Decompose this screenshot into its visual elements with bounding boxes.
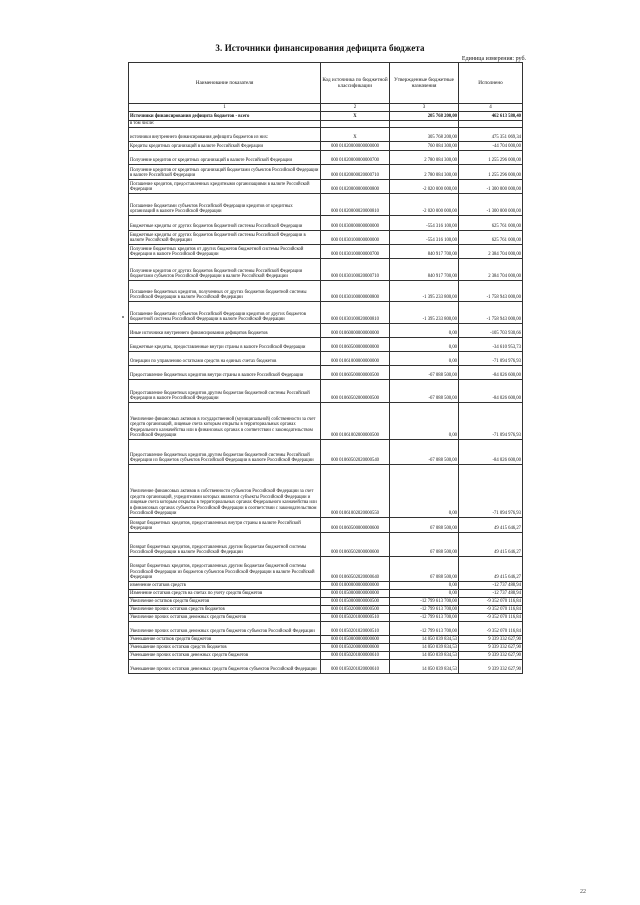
row-code: 000 01061000000000000 (321, 352, 390, 366)
row-name: Увеличение прочих остатков денежных средств бюджетов субъектов Российской Федерации (129, 622, 321, 636)
table-row (129, 302, 523, 324)
row-approved: 14 050 039 834,53 (390, 660, 459, 674)
row-name: Получение кредитов от других бюджетов бюджетной системы Российской Федерации бюджетами субъектов Российской Федерации в валюте Российской Федерации (129, 259, 321, 281)
row-name: Предоставление бюджетных кредитов внутри страны в валюте Российской Федерации (129, 366, 321, 380)
table-row (129, 590, 523, 598)
row-approved: 0,00 (390, 352, 459, 366)
row-executed: 625 761 000,00 (459, 231, 523, 245)
row-name: Возврат бюджетных кредитов, предоставленных другим бюджетам бюджетной системы Российской Федерации из бюджетов субъектов Российской Федерации в валюте Российской Федерации (129, 557, 321, 582)
table-row (129, 338, 523, 352)
row-name: Изменение остатков средств на счетах по учету средств бюджетов (129, 590, 321, 598)
units-label: Единица измерения: руб. (461, 56, 526, 62)
row-code: 000 01030100000000700 (321, 245, 390, 259)
row-name: Погашение бюджетами субъектов Российской Федерации кредитов от других бюджетов бюджетной системы Российской Федерации в валюте Российской Федерации (129, 302, 321, 324)
row-executed: 625 761 000,00 (459, 216, 523, 231)
table-header-row (129, 63, 523, 104)
row-approved: 67 088 500,00 (390, 518, 459, 533)
row-name: Получение кредитов от кредитных организаций бюджетами субъектов Российской Федерации в валюте Российской Федерации (129, 165, 321, 180)
row-code: 000 01050200000000600 (321, 644, 390, 652)
row-executed: 49 415 646,27 (459, 533, 523, 557)
row-approved: -554 316 100,00 (390, 231, 459, 245)
table-row (129, 194, 523, 216)
row-name: Увеличение прочих остатков денежных средств бюджетов (129, 614, 321, 622)
table-row (129, 636, 523, 644)
row-name: Уменьшение остатков средств бюджетов (129, 636, 321, 644)
table-row (129, 142, 523, 151)
row-code: 000 01060502020000640 (321, 557, 390, 582)
row-name: Увеличение финансовых активов в государственной (муниципальной) собственности за счет средств организаций, лицевые счета которым открыты в территориальных органах Федерального казначейства или в финансовых органах в соответствии с законодательством Российской Федерации (129, 403, 321, 440)
row-name: Бюджетные кредиты от других бюджетов бюджетной системы Российской Федерации (129, 216, 321, 231)
row-executed: -12 737 488,94 (459, 590, 523, 598)
row-executed: 49 415 646,27 (459, 557, 523, 582)
row-code: 000 01060502000000600 (321, 533, 390, 557)
column-number: 1 (129, 104, 321, 112)
row-name: Кредиты кредитных организаций в валюте Российской Федерации (129, 142, 321, 151)
row-code: 000 01030100020000810 (321, 302, 390, 324)
row-approved: -554 316 100,00 (390, 216, 459, 231)
row-name: Увеличение прочих остатков средств бюджетов (129, 606, 321, 614)
row-code (321, 121, 390, 128)
row-executed: -71 094 976,93 (459, 465, 523, 518)
row-code: 000 01000000000000000 (321, 582, 390, 590)
row-approved: -12 799 613 700,00 (390, 606, 459, 614)
row-name: Увеличение остатков средств бюджетов (129, 598, 321, 606)
row-name: Уменьшение прочих остатков денежных средств бюджетов субъектов Российской Федерации (129, 660, 321, 674)
row-code: 000 01060500000000000 (321, 338, 390, 352)
row-approved: 840 917 700,00 (390, 245, 459, 259)
table-row (129, 606, 523, 614)
row-approved: 14 050 039 834,53 (390, 652, 459, 660)
row-executed: 475 351 069,34 (459, 128, 523, 142)
row-approved: 0,00 (390, 324, 459, 338)
row-executed: -71 094 976,93 (459, 352, 523, 366)
column-number: 3 (390, 104, 459, 112)
row-executed: -12 737 488,94 (459, 582, 523, 590)
row-executed: 9 339 332 627,90 (459, 636, 523, 644)
table-row (129, 259, 523, 281)
row-executed: -9 352 070 116,84 (459, 598, 523, 606)
table-row (129, 366, 523, 380)
row-name: изменение остатков средств (129, 582, 321, 590)
row-code: 000 01020000020000810 (321, 194, 390, 216)
row-code: 000 01030000000000000 (321, 216, 390, 231)
table-row (129, 180, 523, 194)
table-row (129, 465, 523, 518)
row-code: 000 01061002000000500 (321, 403, 390, 440)
row-executed: 49 415 646,27 (459, 518, 523, 533)
row-approved: 0,00 (390, 403, 459, 440)
row-name: Увеличение финансовых активов в собственности субъектов Российской Федерации за счет средств организаций, учредителями которых являются субъекты Российской Федерации и лицевые счета которым открыты в территориальных органах Федерального казначейства или в финансовых органах субъектов Российской Федерации в соответствии с законодательством Российской Федерации (129, 465, 321, 518)
row-executed: 2 384 704 000,00 (459, 245, 523, 259)
row-executed: 1 255 296 000,00 (459, 151, 523, 165)
row-approved: 0,00 (390, 590, 459, 598)
table-row (129, 245, 523, 259)
table-row (129, 598, 523, 606)
row-code: 000 01030100000000000 (321, 231, 390, 245)
row-approved (390, 121, 459, 128)
row-executed: -71 094 976,93 (459, 403, 523, 440)
row-code: 000 01030100020000710 (321, 259, 390, 281)
scan-mark (122, 316, 124, 318)
table-row (129, 582, 523, 590)
document-title: 3. Источники финансирования дефицита бюджета (215, 43, 425, 53)
table-row (129, 352, 523, 366)
row-code: 000 01060500000000600 (321, 518, 390, 533)
table-row (129, 165, 523, 180)
row-code: 000 01060000000000000 (321, 324, 390, 338)
row-approved: 760 084 300,00 (390, 142, 459, 151)
row-name: Уменьшение прочих остатков средств бюджетов (129, 644, 321, 652)
row-code: 000 01050200000000500 (321, 606, 390, 614)
row-approved: 0,00 (390, 582, 459, 590)
row-executed: -84 026 600,00 (459, 380, 523, 403)
row-executed: -9 352 070 116,84 (459, 614, 523, 622)
table-row (129, 660, 523, 674)
row-executed: -34 610 953,73 (459, 338, 523, 352)
row-approved: -2 020 000 000,00 (390, 180, 459, 194)
table-row (129, 557, 523, 582)
row-approved: -1 395 233 800,00 (390, 302, 459, 324)
row-executed: -9 352 070 116,84 (459, 606, 523, 614)
table-row (129, 614, 523, 622)
row-approved: 0,00 (390, 465, 459, 518)
row-code: 000 01030100000000800 (321, 281, 390, 302)
row-approved: -67 088 500,00 (390, 366, 459, 380)
row-code: X (321, 112, 390, 121)
row-approved: -12 799 613 700,00 (390, 598, 459, 606)
header-code: Код источника по бюджетной классификации (321, 63, 390, 104)
row-code: X (321, 128, 390, 142)
table-row (129, 128, 523, 142)
row-approved: -1 395 233 800,00 (390, 281, 459, 302)
row-name: Бюджетные кредиты, предоставленные внутри страны в валюте Российской Федерации (129, 338, 321, 352)
row-approved: -12 799 613 700,00 (390, 614, 459, 622)
row-approved: -2 020 000 000,00 (390, 194, 459, 216)
row-approved: -67 088 500,00 (390, 440, 459, 465)
row-name: Предоставление бюджетных кредитов другим бюджетам бюджетной системы Российской Федерации из бюджетов субъектов Российской Федерации в валюте Российской Федерации (129, 440, 321, 465)
row-code: 000 01020000020000710 (321, 165, 390, 180)
header-executed: Исполнено (459, 63, 523, 104)
row-name: Источники финансирования дефицита бюджетов - всего (129, 112, 321, 121)
row-code: 000 01060500000000500 (321, 366, 390, 380)
row-executed: -1 300 000 000,00 (459, 194, 523, 216)
column-number: 2 (321, 104, 390, 112)
row-code: 000 01050000000000000 (321, 590, 390, 598)
row-name: Возврат бюджетных кредитов, предоставленных внутри страны в валюте Российской Федерации (129, 518, 321, 533)
row-approved: 2 780 084 300,00 (390, 151, 459, 165)
row-code: 000 01050000000000600 (321, 636, 390, 644)
row-executed: 9 339 332 627,90 (459, 660, 523, 674)
column-number: 4 (459, 104, 523, 112)
row-executed: -9 352 070 116,84 (459, 622, 523, 636)
row-executed: -84 026 600,00 (459, 366, 523, 380)
row-executed: -1 758 943 000,00 (459, 302, 523, 324)
row-executed: -1 758 943 000,00 (459, 281, 523, 302)
row-name: источники внутреннего финансирования дефицита бюджетов из них: (129, 128, 321, 142)
row-code: 000 01050000000000500 (321, 598, 390, 606)
row-executed: 9 339 332 627,90 (459, 652, 523, 660)
row-executed: -44 704 000,00 (459, 142, 523, 151)
table-row (129, 440, 523, 465)
table-row (129, 403, 523, 440)
row-approved: 205 768 200,00 (390, 112, 459, 121)
row-approved: 14 050 039 834,53 (390, 644, 459, 652)
column-number-row (129, 104, 523, 112)
table-row (129, 231, 523, 245)
row-approved: 67 088 500,00 (390, 557, 459, 582)
row-name: Погашение бюджетами субъектов Российской Федерации кредитов от кредитных организаций в валюте Российской Федерации (129, 194, 321, 216)
row-approved: 2 780 084 300,00 (390, 165, 459, 180)
row-code: 000 01020000000000000 (321, 142, 390, 151)
table-row (129, 121, 523, 128)
table-row (129, 622, 523, 636)
row-approved: 67 088 500,00 (390, 533, 459, 557)
row-executed: -84 026 600,00 (459, 440, 523, 465)
row-name: Уменьшение прочих остатков денежных средств бюджетов (129, 652, 321, 660)
row-approved: 305 768 200,00 (390, 128, 459, 142)
row-approved: -67 088 500,00 (390, 380, 459, 403)
table-body (129, 112, 523, 674)
row-approved: 0,00 (390, 338, 459, 352)
table-row (129, 518, 523, 533)
row-code: 000 01050201020000610 (321, 660, 390, 674)
table-row (129, 380, 523, 403)
row-code: 000 01020000000000800 (321, 180, 390, 194)
row-executed: 462 613 580,40 (459, 112, 523, 121)
row-executed: 1 255 296 000,00 (459, 165, 523, 180)
row-name: Получение кредитов от кредитных организаций в валюте Российской Федерации (129, 151, 321, 165)
table-row (129, 533, 523, 557)
row-name: Погашение бюджетных кредитов, полученных от других бюджетов бюджетной системы Российской Федерации в валюте Российской Федерации (129, 281, 321, 302)
table-row (129, 112, 523, 121)
row-name: Предоставление бюджетных кредитов другим бюджетам бюджетной системы Российской Федерации в валюте Российской Федерации (129, 380, 321, 403)
table-row (129, 644, 523, 652)
row-name: Получение бюджетных кредитов от других бюджетов бюджетной системы Российской Федерации в валюте Российской Федерации (129, 245, 321, 259)
page-number: 22 (580, 889, 586, 895)
row-code: 000 01060502020000540 (321, 440, 390, 465)
financing-sources-table (128, 62, 523, 674)
header-name: Наименование показателя (129, 63, 321, 104)
table-row (129, 151, 523, 165)
row-name: Бюджетные кредиты от других бюджетов бюджетной системы Российской Федерации в валюте Российской Федерации (129, 231, 321, 245)
table-row (129, 281, 523, 302)
row-name: в том числе: (129, 121, 321, 128)
row-approved: -12 799 613 700,00 (390, 622, 459, 636)
row-code: 000 01050201000000510 (321, 614, 390, 622)
row-code: 000 01020000000000700 (321, 151, 390, 165)
row-code: 000 01060502000000500 (321, 380, 390, 403)
row-approved: 14 050 039 834,53 (390, 636, 459, 644)
row-name: Иные источники внутреннего финансирования дефицитов бюджетов (129, 324, 321, 338)
table-row (129, 324, 523, 338)
row-code: 000 01050201020000510 (321, 622, 390, 636)
row-executed: 2 384 704 000,00 (459, 259, 523, 281)
row-name: Погашение кредитов, предоставленных кредитными организациями в валюте Российской Федерации (129, 180, 321, 194)
row-code: 000 01050201000000610 (321, 652, 390, 660)
table-row (129, 652, 523, 660)
row-name: Возврат бюджетных кредитов, предоставленных другим бюджетам бюджетной системы Российской Федерации в валюте Российской Федерации (129, 533, 321, 557)
row-code: 000 01061002020000550 (321, 465, 390, 518)
row-approved: 840 917 700,00 (390, 259, 459, 281)
row-executed: 9 339 332 627,90 (459, 644, 523, 652)
row-name: Операции по управлению остатками средств на единых счетах бюджетов (129, 352, 321, 366)
row-executed: -105 703 930,66 (459, 324, 523, 338)
row-executed: -1 300 000 000,00 (459, 180, 523, 194)
header-approved: Утвержденные бюджетные назначения (390, 63, 459, 104)
row-executed (459, 121, 523, 128)
table-row (129, 216, 523, 231)
